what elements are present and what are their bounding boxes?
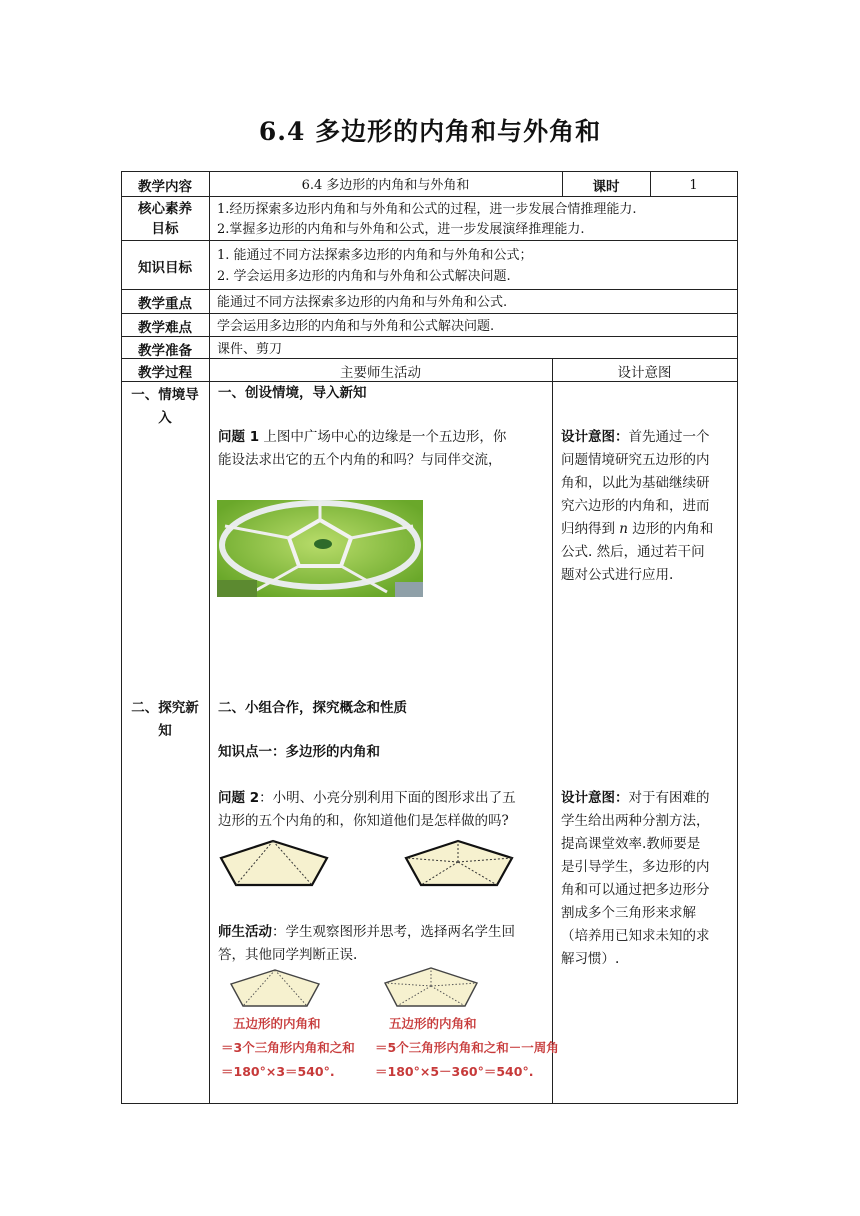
- stage1-intent-label: 设计意图：: [561, 429, 629, 445]
- prep-label: 教学准备: [138, 343, 192, 359]
- stage2-label-line: 二、探究新: [131, 700, 199, 716]
- stage1-label: [121, 384, 209, 430]
- right-formula-line-1: 五边形的内角和: [389, 1016, 477, 1031]
- stage1-intent-line: 边形的内角和: [632, 521, 714, 537]
- stage1-intent-line: 归纳得到: [561, 521, 615, 537]
- knowledge-label: 知识目标: [138, 260, 192, 276]
- stage2-intent-line: 提高课堂效率.教师要是: [561, 836, 701, 852]
- stage1-intent-line: 题对公式进行应用.: [561, 567, 674, 583]
- stage2-intent-line: 是引导学生，多边形的内: [561, 859, 710, 875]
- literacy-goals: [211, 198, 737, 242]
- question-2-line: 边形的五个内角的和，你知道他们是怎样做的吗?: [218, 813, 509, 829]
- left-formula-line-2: ＝3个三角形内角和之和: [221, 1040, 355, 1055]
- activity-label: 师生活动: [218, 924, 272, 940]
- stage1-intent-line: 究六边形的内角和，进而: [561, 498, 710, 514]
- right-formula-line-3: ＝180°×5－360°＝540°.: [375, 1064, 534, 1079]
- right-formula-line-2: ＝5个三角形内角和之和－一周角: [375, 1040, 559, 1055]
- content-label: 教学内容: [138, 179, 192, 195]
- literacy-goal-2: 2.掌握多边形的内角和与外角和公式，进一步发展演绎推理能力.: [217, 222, 585, 237]
- stage1-intent-line: 首先通过一个: [628, 429, 710, 445]
- question-2-label: 问题 2: [218, 790, 260, 806]
- stage2-heading: 二、小组合作，探究概念和性质: [218, 700, 407, 716]
- teacher-student-activity: [218, 921, 553, 967]
- question-2-line: ：小明、小亮分别利用下面的图形求出了五: [259, 790, 516, 806]
- stage1-intent-n: n: [619, 521, 628, 537]
- stage1-intent: [561, 426, 733, 587]
- literacy-label-line: 核心素养: [138, 201, 192, 217]
- pentagon-figure-small-left: [229, 968, 321, 1008]
- left-formula-line-1: 五边形的内角和: [233, 1016, 321, 1031]
- stage2-intent-line: 割成多个三角形来求解: [561, 905, 696, 921]
- knowledge-point-1: 知识点一：多边形的内角和: [218, 744, 380, 760]
- pentagon-figure-small-right: [383, 966, 479, 1008]
- question-1: [218, 426, 548, 472]
- stage2-intent-label: 设计意图：: [561, 790, 629, 806]
- stage1-intent-line: 角和，以此为基础继续研: [561, 475, 710, 491]
- period-value: 1: [689, 178, 698, 193]
- stage1-intent-line: 公式. 然后，通过若干问: [561, 544, 705, 560]
- intent-label: 设计意图: [617, 365, 672, 381]
- activity-label: 主要师生活动: [340, 365, 421, 381]
- stage2-intent-line: 对于有困难的: [628, 790, 710, 806]
- pentagon-figure-xiaoming: [218, 838, 330, 888]
- stage2-label-line: 知: [158, 723, 172, 739]
- stage1-label-line: 一、情境导: [131, 387, 199, 403]
- process-label: 教学过程: [138, 365, 192, 381]
- stage2-intent: [561, 787, 733, 971]
- stage2-intent-line: 学生给出两种分割方法，: [561, 813, 710, 829]
- content-value: 6.4 多边形的内角和与外角和: [301, 178, 470, 193]
- question-1-line: 能设法求出它的五个内角的和吗？与同伴交流，: [218, 452, 502, 468]
- question-1-line: 上图中广场中心的边缘是一个五边形，你: [259, 429, 507, 445]
- knowledge-goal-2: 2. 学会运用多边形的内角和与外角和公式解决问题.: [217, 269, 511, 284]
- page-title: 6.4 多边形的内角和与外角和: [258, 117, 602, 146]
- prep-value: 课件、剪刀: [217, 342, 283, 357]
- knowledge-goals: [211, 243, 737, 289]
- key-label: 教学重点: [138, 296, 192, 312]
- plaza-image: [217, 500, 423, 597]
- pentagon-figure-xiaoliang: [403, 838, 515, 888]
- literacy-label: [121, 199, 209, 239]
- stage1-label-line: 入: [158, 410, 172, 426]
- stage1-intent-line: 问题情境研究五边形的内: [561, 452, 710, 468]
- stage2-intent-line: 角和可以通过把多边形分: [561, 882, 710, 898]
- question-1-label: 问题 1: [218, 429, 260, 445]
- stage2-label: [121, 697, 209, 743]
- left-formula-line-3: ＝180°×3＝540°.: [221, 1064, 335, 1079]
- stage2-intent-line: 解习惯）.: [561, 951, 620, 967]
- stage2-intent-line: （培养用已知求未知的求: [561, 928, 710, 944]
- stage1-heading: 一、创设情境，导入新知: [218, 385, 367, 401]
- difficulty-label: 教学难点: [138, 320, 192, 336]
- difficulty-value: 学会运用多边形的内角和与外角和公式解决问题.: [217, 319, 495, 334]
- literacy-label-line: 目标: [151, 221, 179, 237]
- literacy-goal-1: 1.经历探索多边形内角和与外角和公式的过程，进一步发展合情推理能力.: [217, 202, 637, 217]
- activity-line: ：学生观察图形并思考，选择两名学生回: [272, 924, 515, 940]
- key-value: 能通过不同方法探索多边形的内角和与外角和公式.: [217, 295, 508, 310]
- activity-line: 答，其他同学判断正误.: [218, 947, 358, 963]
- period-label: 课时: [592, 179, 620, 195]
- question-2: [218, 787, 553, 833]
- knowledge-goal-1: 1. 能通过不同方法探索多边形的内角和与外角和公式；: [217, 248, 533, 263]
